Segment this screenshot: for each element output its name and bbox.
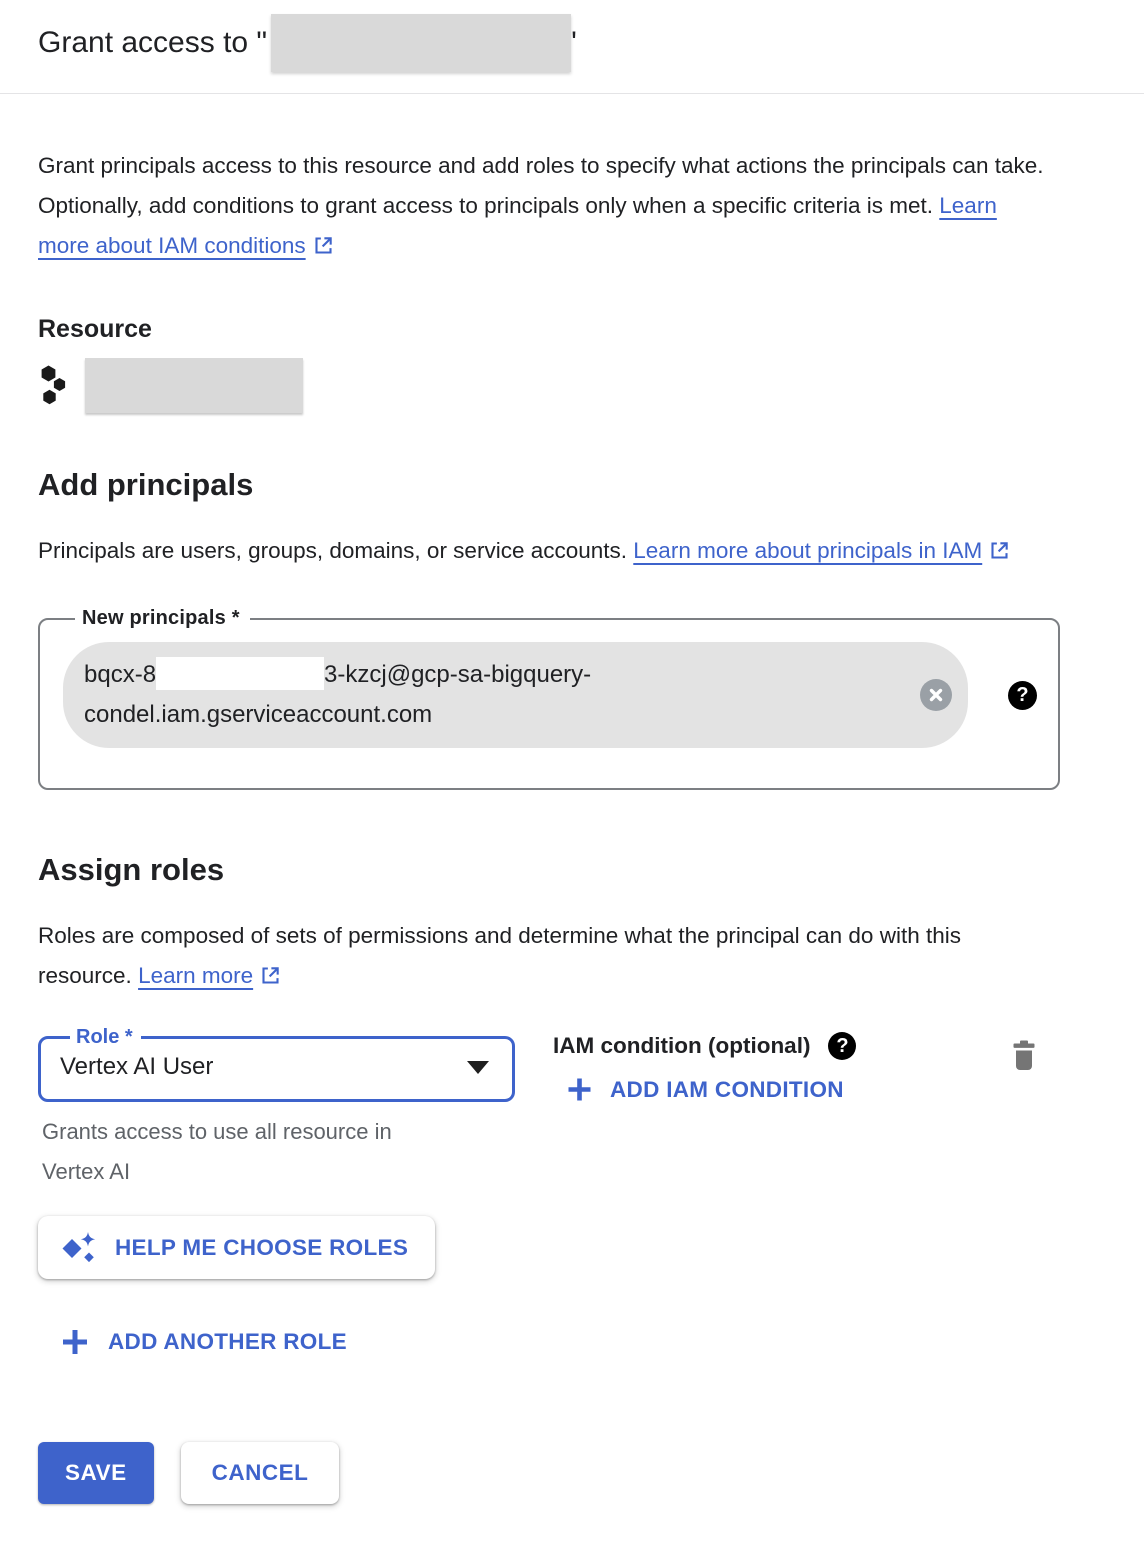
role-assignment-row <box>38 1026 1060 1192</box>
page-title-suffix: ' <box>571 25 577 59</box>
add-another-role-label: ADD ANOTHER ROLE <box>108 1329 347 1354</box>
redacted-resource-value <box>85 358 303 413</box>
hexagon-cluster-icon <box>40 364 67 407</box>
principal-email-line2 <box>84 695 912 735</box>
iam-condition-column <box>553 1026 856 1103</box>
delete-role-button[interactable] <box>1010 1040 1038 1075</box>
help-me-choose-roles-label: HELP ME CHOOSE ROLES <box>115 1234 409 1260</box>
add-another-role-button[interactable] <box>60 1327 347 1357</box>
delete-icon <box>1010 1040 1038 1072</box>
redacted-email-segment <box>156 657 324 690</box>
principal-chip <box>63 642 968 748</box>
add-iam-condition-button[interactable] <box>566 1076 844 1103</box>
help-me-choose-roles-button[interactable] <box>38 1216 435 1279</box>
external-link-icon <box>313 235 334 256</box>
role-helper-text: Grants access to use all resource in Vertex AI <box>42 1119 392 1184</box>
principal-email <box>84 655 912 735</box>
role-select-value: Vertex AI User <box>60 1053 214 1080</box>
external-link-icon <box>989 540 1010 561</box>
close-icon[interactable] <box>920 679 952 711</box>
resource-heading: Resource <box>38 315 152 343</box>
new-principals-label: New principals * <box>82 607 240 629</box>
assign-roles-description <box>38 916 1050 996</box>
add-principals-heading: Add principals <box>38 467 254 502</box>
dialog-actions <box>38 1442 1060 1504</box>
add-principals-text: Principals are users, groups, domains, or service accounts. <box>38 538 628 563</box>
dialog-header <box>0 0 1144 94</box>
external-link-icon <box>260 965 281 986</box>
save-button[interactable]: SAVE <box>38 1442 154 1504</box>
plus-icon <box>566 1076 593 1103</box>
intro-text: Grant principals access to this resource and add roles to specify what actions the principals can take. Optionally, add conditions to grant access to principals only when a specific criteria is met. <box>38 153 1044 218</box>
roles-learn-more-link[interactable] <box>138 963 281 988</box>
new-principals-field[interactable] <box>38 607 1060 790</box>
principal-email-end: condel.iam.gserviceaccount.com <box>84 701 433 728</box>
role-select[interactable] <box>38 1026 515 1102</box>
page-title-prefix: Grant access to " <box>38 25 268 59</box>
principal-email-line1 <box>84 655 912 695</box>
principals-learn-more-label: Learn more about principals in IAM <box>633 538 983 563</box>
principal-email-start: bqcx-8 <box>84 661 157 688</box>
role-select-label: Role * <box>76 1026 133 1048</box>
principals-learn-more-link[interactable] <box>633 538 1010 563</box>
redacted-resource-name <box>271 14 571 72</box>
resource-row <box>38 358 1060 413</box>
question-icon[interactable]: ? <box>1008 681 1037 710</box>
assign-roles-heading: Assign roles <box>38 852 225 887</box>
add-iam-condition-label: ADD IAM CONDITION <box>610 1076 844 1102</box>
add-principals-description <box>38 531 1050 571</box>
iam-condition-label: IAM condition (optional) <box>553 1033 811 1058</box>
cancel-button[interactable]: CANCEL <box>181 1442 340 1504</box>
roles-learn-more-label: Learn more <box>138 963 254 988</box>
sparkle-icon <box>62 1230 98 1266</box>
intro-paragraph <box>38 146 1050 266</box>
principal-email-middle: 3-kzcj@gcp-sa-bigquery- <box>324 661 592 688</box>
question-icon[interactable]: ? <box>828 1032 856 1060</box>
plus-icon <box>60 1327 90 1357</box>
iam-conditions-link-label: Learn more about IAM conditions <box>38 193 997 258</box>
chevron-down-icon <box>467 1061 489 1074</box>
page-title <box>38 14 577 72</box>
assign-roles-text: Roles are composed of sets of permissions and determine what the principal can do with this resource. <box>38 923 961 988</box>
